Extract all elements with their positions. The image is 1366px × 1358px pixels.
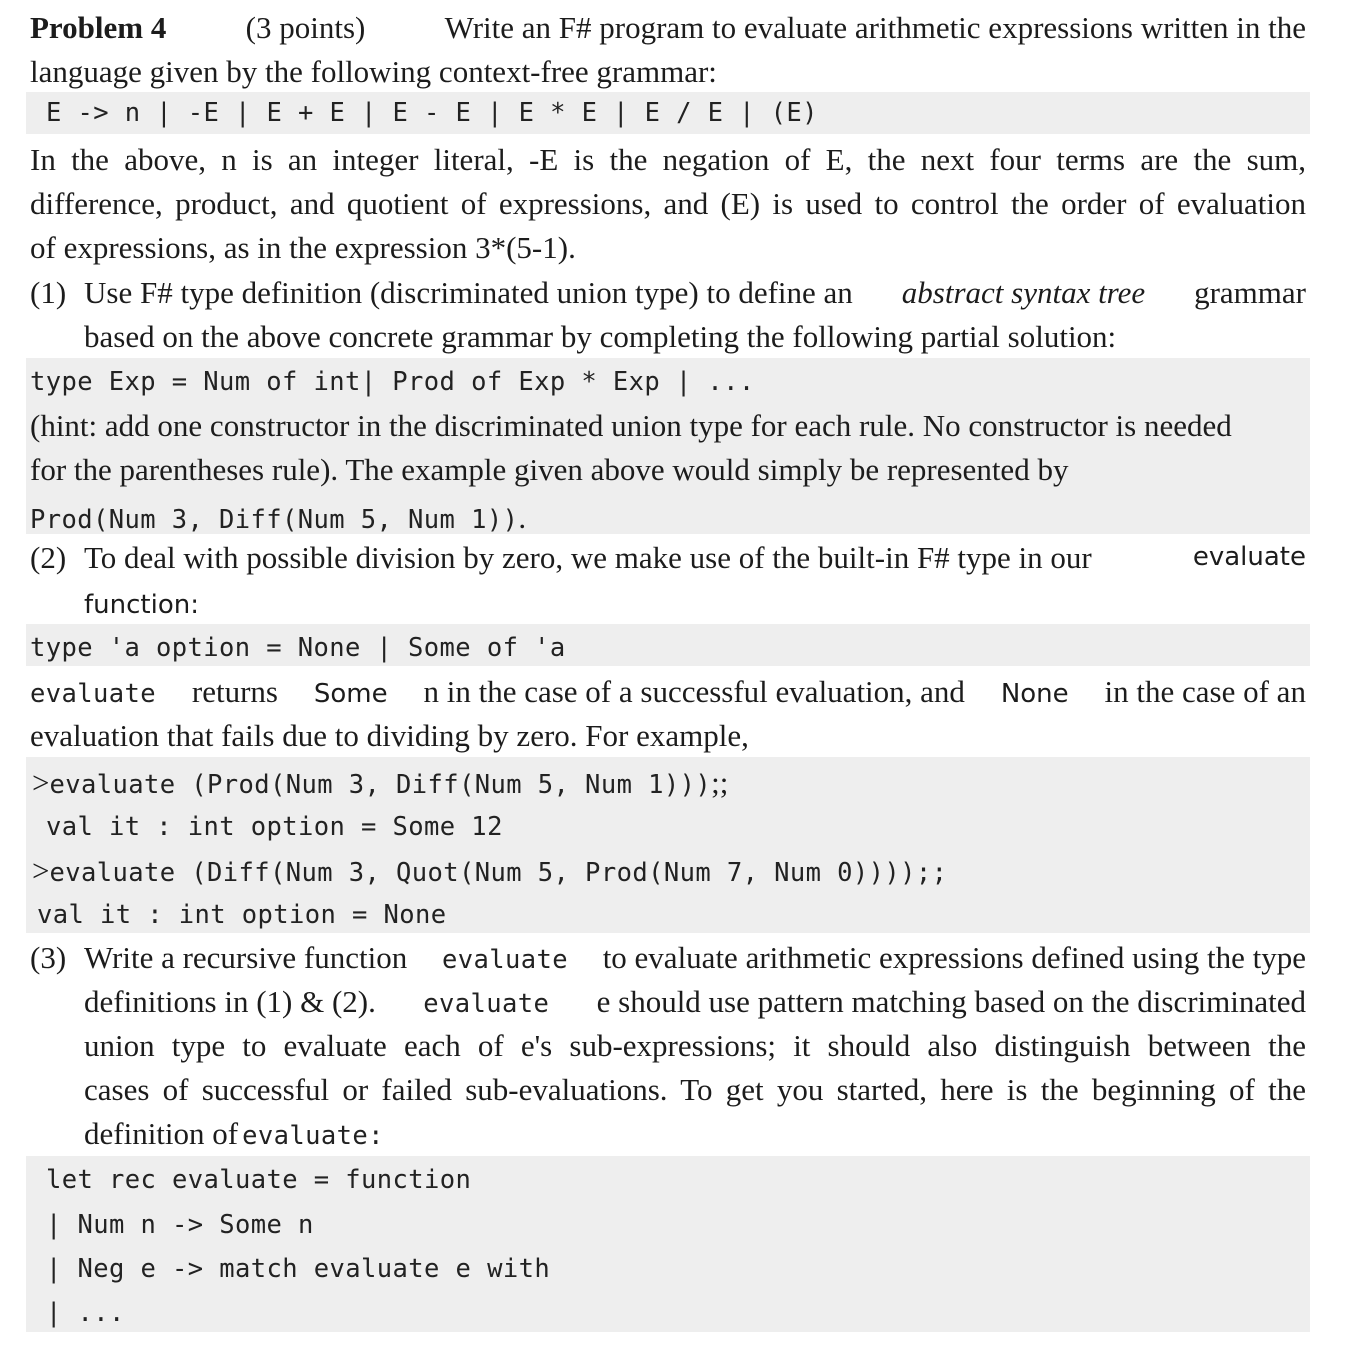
part2-line-1	[84, 540, 1306, 576]
part2-text: To deal with possible division by zero, we make use of the built-in F# type in our	[84, 540, 1092, 575]
part1-type-code: type Exp = Num of int| Prod of Exp * Exp | ...	[30, 367, 755, 397]
part1-example-code: Prod(Num 3, Diff(Num 5, Num 1))	[30, 505, 519, 535]
repl-cmd-1-end: ;;	[711, 765, 729, 800]
repl-prompt-1: >	[32, 765, 50, 800]
part3-line5-text: definition of	[84, 1116, 239, 1151]
problem-points: (3 points)	[245, 10, 366, 45]
part3-line-5	[84, 1116, 384, 1152]
explanation-line-2: difference, product, and quotient of expressions, and (E) is used to control the order of evaluation	[30, 186, 1306, 221]
code-line-2: | Num n -> Some n	[46, 1210, 314, 1240]
part1-line-2: based on the above concrete grammar by completing the following partial solution:	[84, 319, 1117, 354]
part3-line5-code: evaluate:	[242, 1121, 384, 1151]
part2-line-2: function:	[84, 590, 199, 620]
explanation-line-1: In the above, n is an integer literal, -E is the negation of E, the next four terms are the sum,	[30, 142, 1306, 177]
repl-command-2	[32, 853, 947, 889]
part3-line-4: cases of successful or failed sub-evaluations. To get you started, here is the beginning of the	[84, 1072, 1306, 1107]
part1-hint-line-2: for the parentheses rule). The example given above would simply be represented by	[30, 452, 1069, 487]
part2-number: (2)	[30, 540, 67, 575]
grammar-code: E -> n | -E | E + E | E - E | E * E | E / E | (E)	[46, 98, 818, 128]
repl-output-1: val it : int option = Some 12	[46, 812, 503, 842]
intro-text: Write an F# program to evaluate arithmetic expressions written in the	[444, 10, 1306, 45]
part2-desc-evaluate: evaluate	[30, 679, 157, 709]
part1-line-1	[84, 275, 1306, 311]
part1-text-b: grammar	[1194, 275, 1306, 310]
part3-line2-b: e should use pattern matching based on the discriminated	[596, 984, 1306, 1019]
part1-number: (1)	[30, 275, 67, 310]
code-line-4: | ...	[46, 1298, 125, 1328]
part1-italic-term: abstract syntax tree	[901, 275, 1146, 310]
intro-line-2: language given by the following context-free grammar:	[30, 54, 717, 89]
part2-desc-line-1	[30, 674, 1306, 710]
part2-evaluate-word: evaluate	[1192, 542, 1306, 572]
part3-evaluate-code-2: evaluate	[423, 989, 550, 1019]
part2-desc-some: Some	[313, 679, 388, 709]
part3-number: (3)	[30, 940, 67, 975]
part2-desc-returns: returns	[191, 674, 278, 709]
part1-example-period: .	[518, 500, 527, 535]
intro-line-1	[30, 10, 1306, 46]
part3-line-3: union type to evaluate each of e's sub-expressions; it should also distinguish between the	[84, 1028, 1306, 1063]
part1-hint-line-1: (hint: add one constructor in the discriminated union type for each rule. No constructor is needed	[30, 408, 1232, 443]
part1-text-a: Use F# type definition (discriminated union type) to define an	[84, 275, 853, 310]
part2-desc-success: n in the case of a successful evaluation, and	[423, 674, 965, 709]
part3-text-a: Write a recursive function	[84, 940, 408, 975]
repl-cmd-2: evaluate (Diff(Num 3, Quot(Num 5, Prod(Num 7, Num 0))));;	[49, 858, 948, 888]
part2-desc-line-2: evaluation that fails due to dividing by zero. For example,	[30, 718, 749, 753]
part3-text-b: to evaluate arithmetic expressions defined using the type	[602, 940, 1306, 975]
part3-line-2	[84, 984, 1306, 1020]
part3-line-1	[84, 940, 1306, 976]
repl-command-1	[32, 765, 728, 801]
part1-example	[30, 500, 526, 536]
part2-option-code: type 'a option = None | Some of 'a	[30, 633, 566, 663]
repl-prompt-2: >	[32, 853, 50, 888]
code-line-1: let rec evaluate = function	[46, 1165, 472, 1195]
problem-heading: Problem 4	[30, 10, 167, 45]
part2-desc-failure: in the case of an	[1104, 674, 1306, 709]
repl-output-2: val it : int option = None	[37, 900, 447, 930]
code-line-3: | Neg e -> match evaluate e with	[46, 1254, 551, 1284]
explanation-line-3: of expressions, as in the expression 3*(5-1).	[30, 230, 576, 265]
part2-desc-none: None	[1000, 679, 1069, 709]
part3-line2-a: definitions in (1) & (2).	[84, 984, 376, 1019]
repl-cmd-1: evaluate (Prod(Num 3, Diff(Num 5, Num 1)))	[49, 770, 712, 800]
part3-evaluate-code-1: evaluate	[441, 945, 568, 975]
